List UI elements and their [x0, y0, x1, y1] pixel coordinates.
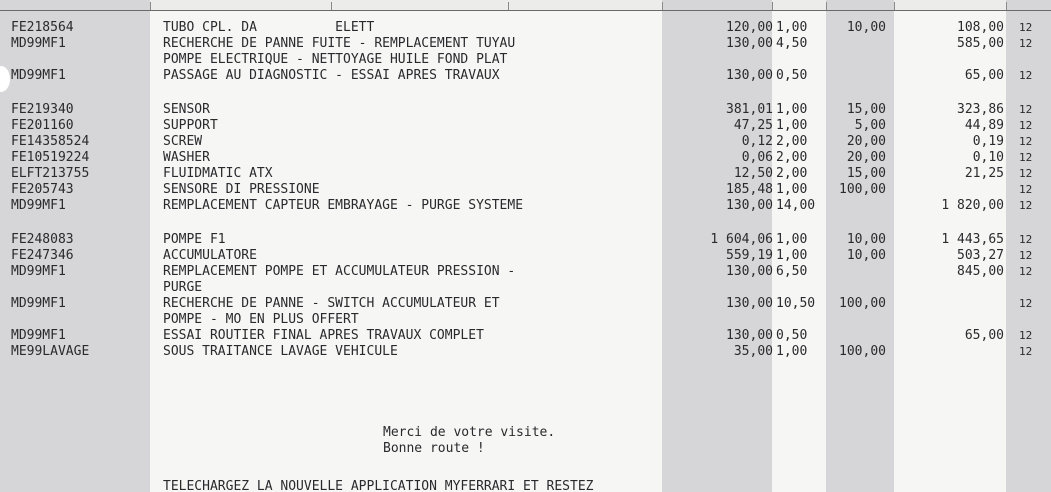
unit-price: 1 604,06: [710, 232, 773, 247]
unit-price: 35,00: [733, 344, 773, 359]
line-total: 585,00: [957, 36, 1004, 51]
discount-percent: 15,00: [846, 102, 886, 117]
tax-code: 12: [1019, 249, 1033, 262]
line-description: POMPE - MO EN PLUS OFFERT: [163, 312, 359, 327]
quantity: 6,50: [776, 264, 808, 279]
part-code: FE201160: [11, 118, 74, 133]
line-description: REMPLACEMENT POMPE ET ACCUMULATEUR PRESSION -: [163, 264, 516, 279]
part-code: MD99MF1: [11, 36, 66, 51]
table-row: [0, 312, 1051, 328]
tax-code: 12: [1019, 329, 1033, 342]
discount-percent: 20,00: [846, 150, 886, 165]
discount-percent: 10,00: [846, 20, 886, 35]
line-total: 44,89: [964, 118, 1004, 133]
table-row: [0, 166, 1051, 182]
header-tick: [772, 2, 773, 10]
line-description: SOUS TRAITANCE LAVAGE VEHICULE: [163, 344, 398, 359]
part-code: FE218564: [11, 20, 74, 35]
table-row: [0, 296, 1051, 312]
tax-code: 12: [1019, 151, 1033, 164]
table-row: [0, 344, 1051, 360]
header-tick: [331, 2, 332, 10]
unit-price: 185,48: [726, 182, 773, 197]
row-spacer: [0, 84, 1051, 102]
table-row: [0, 280, 1051, 296]
invoice-lines: [0, 20, 1051, 360]
line-total: 21,25: [964, 166, 1004, 181]
part-code: FE247346: [11, 248, 74, 263]
line-total: 1 443,65: [941, 232, 1004, 247]
line-description: RECHERCHE DE PANNE FUITE - REMPLACEMENT TUYAU: [163, 36, 516, 51]
tax-code: 12: [1019, 183, 1033, 196]
unit-price: 130,00: [726, 198, 773, 213]
table-row: [0, 198, 1051, 214]
table-row: [0, 232, 1051, 248]
table-row: [0, 328, 1051, 344]
tax-code: 12: [1019, 119, 1033, 132]
line-description: REMPLACEMENT CAPTEUR EMBRAYAGE - PURGE SYSTEME: [163, 198, 524, 213]
quantity: 1,00: [776, 182, 808, 197]
part-code: MD99MF1: [11, 296, 66, 311]
quantity: 14,00: [776, 198, 816, 213]
line-description: TUBO CPL. DA ELETT: [163, 20, 375, 35]
footer-line: [0, 479, 1051, 492]
line-total: 323,86: [957, 102, 1004, 117]
table-row: [0, 102, 1051, 118]
part-code: FE248083: [11, 232, 74, 247]
part-code: FE14358524: [11, 134, 90, 149]
line-description: SCREW: [163, 134, 203, 149]
app-promo-message: TELECHARGEZ LA NOUVELLE APPLICATION MYFERRARI ET RESTEZ: [163, 479, 594, 492]
line-description: FLUIDMATIC ATX: [163, 166, 273, 181]
discount-percent: 10,00: [846, 248, 886, 263]
line-description: POMPE F1: [163, 232, 226, 247]
farewell-message: Bonne route !: [383, 441, 485, 456]
part-code: ELFT213755: [11, 166, 90, 181]
unit-price: 0,12: [741, 134, 773, 149]
header-tick: [1006, 2, 1007, 10]
header-tick: [826, 2, 827, 10]
part-code: MD99MF1: [11, 264, 66, 279]
unit-price: 381,01: [726, 102, 773, 117]
line-description: RECHERCHE DE PANNE - SWITCH ACCUMULATEUR ET: [163, 296, 500, 311]
line-total: 65,00: [964, 68, 1004, 83]
discount-percent: 100,00: [839, 344, 886, 359]
quantity: 1,00: [776, 344, 808, 359]
discount-percent: 5,00: [854, 118, 886, 133]
header-rule: [0, 10, 1051, 11]
quantity: 1,00: [776, 248, 808, 263]
quantity: 0,50: [776, 68, 808, 83]
line-total: 108,00: [957, 20, 1004, 35]
tax-code: 12: [1019, 103, 1033, 116]
discount-percent: 10,00: [846, 232, 886, 247]
part-code: FE10519224: [11, 150, 90, 165]
table-row: [0, 182, 1051, 198]
line-description: POMPE ELECTRIQUE - NETTOYAGE HUILE FOND PLAT: [163, 52, 508, 67]
quantity: 2,00: [776, 134, 808, 149]
unit-price: 130,00: [726, 296, 773, 311]
line-total: 845,00: [957, 264, 1004, 279]
quantity: 1,00: [776, 20, 808, 35]
tax-code: 12: [1019, 199, 1033, 212]
table-row: [0, 52, 1051, 68]
table-row: [0, 150, 1051, 166]
table-row: [0, 118, 1051, 134]
row-spacer: [0, 214, 1051, 232]
tax-code: 12: [1019, 297, 1033, 310]
discount-percent: 20,00: [846, 134, 886, 149]
header-tick: [894, 2, 895, 10]
line-description: ACCUMULATORE: [163, 248, 257, 263]
line-total: 0,10: [972, 150, 1004, 165]
part-code: FE219340: [11, 102, 74, 117]
quantity: 0,50: [776, 328, 808, 343]
unit-price: 0,06: [741, 150, 773, 165]
line-description: SENSOR: [163, 102, 210, 117]
tax-code: 12: [1019, 265, 1033, 278]
table-row: [0, 264, 1051, 280]
line-description: PURGE: [163, 280, 203, 295]
header-tick: [508, 2, 509, 10]
tax-code: 12: [1019, 345, 1033, 358]
table-row: [0, 68, 1051, 84]
tax-code: 12: [1019, 21, 1033, 34]
part-code: ME99LAVAGE: [11, 344, 90, 359]
part-code: FE205743: [11, 182, 74, 197]
unit-price: 47,25: [733, 118, 773, 133]
tax-code: 12: [1019, 37, 1033, 50]
table-row: [0, 36, 1051, 52]
line-total: 65,00: [964, 328, 1004, 343]
table-row: [0, 248, 1051, 264]
part-code: MD99MF1: [11, 68, 66, 83]
quantity: 4,50: [776, 36, 808, 51]
discount-percent: 15,00: [846, 166, 886, 181]
line-total: 0,19: [972, 134, 1004, 149]
quantity: 2,00: [776, 166, 808, 181]
quantity: 10,50: [776, 296, 816, 311]
unit-price: 130,00: [726, 328, 773, 343]
tax-code: 12: [1019, 135, 1033, 148]
line-description: ESSAI ROUTIER FINAL APRES TRAVAUX COMPLET: [163, 328, 484, 343]
part-code: MD99MF1: [11, 328, 66, 343]
thanks-message: Merci de votre visite.: [383, 425, 556, 440]
line-total: 503,27: [957, 248, 1004, 263]
part-code: MD99MF1: [11, 198, 66, 213]
unit-price: 12,50: [733, 166, 773, 181]
tax-code: 12: [1019, 233, 1033, 246]
line-description: PASSAGE AU DIAGNOSTIC - ESSAI APRES TRAVAUX: [163, 68, 500, 83]
quantity: 1,00: [776, 232, 808, 247]
unit-price: 559,19: [726, 248, 773, 263]
line-total: 1 820,00: [941, 198, 1004, 213]
discount-percent: 100,00: [839, 182, 886, 197]
unit-price: 120,00: [726, 20, 773, 35]
unit-price: 130,00: [726, 264, 773, 279]
line-description: SUPPORT: [163, 118, 218, 133]
header-tick: [150, 2, 151, 10]
discount-percent: 100,00: [839, 296, 886, 311]
line-description: SENSORE DI PRESSIONE: [163, 182, 320, 197]
unit-price: 130,00: [726, 68, 773, 83]
table-row: [0, 134, 1051, 150]
line-description: WASHER: [163, 150, 210, 165]
quantity: 1,00: [776, 118, 808, 133]
unit-price: 130,00: [726, 36, 773, 51]
tax-code: 12: [1019, 69, 1033, 82]
tax-code: 12: [1019, 167, 1033, 180]
table-row: [0, 20, 1051, 36]
quantity: 1,00: [776, 102, 808, 117]
quantity: 2,00: [776, 150, 808, 165]
header-tick: [662, 2, 663, 10]
